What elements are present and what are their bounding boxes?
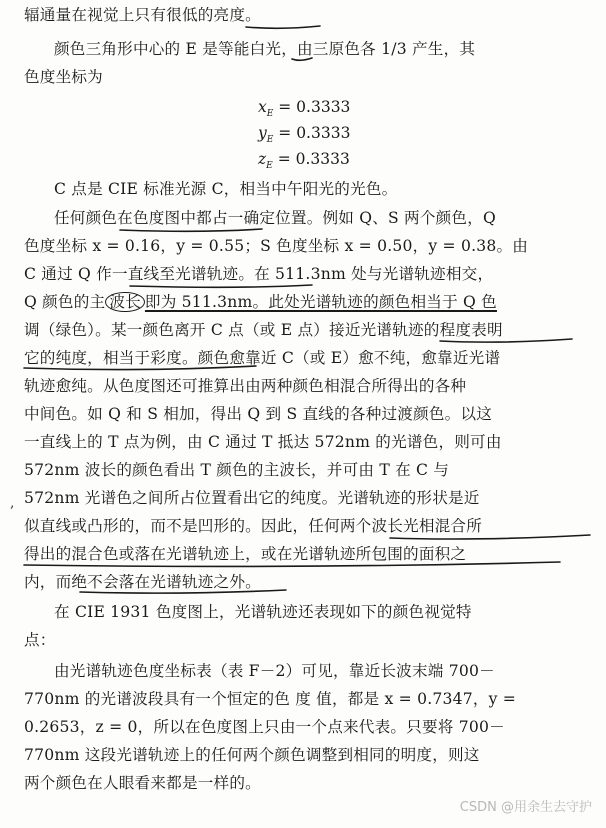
text-line: 调（绿色）。某一颜色离开 C 点（或 E 点）接近光谱轨迹的程度表明 (24, 321, 503, 339)
text-line: 572nm 波长的颜色看出 T 颜色的主波长，并可由 T 在 C 与 (24, 461, 450, 479)
text-line: C 通过 Q 作一直线至光谱轨迹。在 511.3nm 处与光谱轨迹相交， (24, 265, 494, 283)
text-line: 770nm 这段光谱轨迹上的任何两个颜色调整到相同的明度，则这 (24, 746, 480, 764)
text-line: 770nm 的光谱波段具有一个恒定的色 度 值，都是 x = 0.7347，y = (24, 690, 517, 708)
text-line: 两个颜色在人眼看来都是一样的。 (24, 774, 261, 792)
text-line: 似直线或凸形的，而不是凹形的。因此，任何两个波长光相混合所 (24, 517, 483, 535)
text-line: 颜色三角形中心的 E 是等能白光，由三原色各 1/3 产生，其 (54, 40, 476, 58)
text-line: 点： (24, 631, 56, 649)
underline-mark (120, 229, 262, 231)
circled-annotation: 波长 (105, 292, 145, 312)
equation-ye: $y_E = 0.3333$ (258, 124, 351, 146)
equation-xe: $x_E = 0.3333$ (258, 98, 351, 120)
underline-mark (246, 26, 320, 28)
underline-mark (130, 285, 312, 287)
underline-mark (24, 562, 560, 566)
margin-mark: , (10, 495, 15, 511)
text-line: 一直线上的 T 点为例，由 C 通过 T 抵达 572nm 的光谱色，则可由 (24, 433, 502, 451)
underline-mark (440, 339, 572, 342)
text-line: 色度坐标 x = 0.16，y = 0.55；S 色度坐标 x = 0.50，y = 0.38。由 (24, 237, 529, 255)
text-line: 它的纯度，相当于彩度。颜色愈靠近 C（或 E）愈不纯，愈靠近光谱 (24, 349, 501, 367)
text-line: 任何颜色在色度图中都占一确定位置。例如 Q、S 两个颜色，Q (54, 209, 497, 227)
text-line-wavelength: Q 颜色的主 波长 即为 511.3nm。此处光谱轨迹的颜色相当于 Q 色 (24, 293, 497, 311)
text-line: 由光谱轨迹色度坐标表（表 F－2）可见，靠近长波末端 700－ (54, 662, 495, 680)
underline-mark (390, 535, 590, 539)
underline-mark (80, 590, 286, 593)
text-line: C 点是 CIE 标准光源 C，相当中午阳光的光色。 (54, 180, 398, 198)
watermark: CSDN @用余生去守护 (459, 800, 592, 815)
equation-ze: $z_E = 0.3333$ (258, 150, 350, 172)
text-line: 辐通量在视觉上只有很低的亮度。 (24, 6, 261, 24)
text-line: 0.2653，z = 0，所以在色度图上只由一个点来代表。只要将 700－ (24, 718, 505, 736)
text-line: 色度坐标为 (24, 68, 103, 86)
text-line: 内，而绝不会落在光谱轨迹之外。 (24, 573, 261, 591)
text-line: 轨迹愈纯。从色度图还可推算出由两种颜色相混合所得出的各种 (24, 377, 467, 395)
underline-mark (292, 58, 312, 60)
text-line: 在 CIE 1931 色度图上，光谱轨迹还表现如下的颜色视觉特 (54, 603, 472, 621)
text-line: 572nm 光谱色之间所占位置看出它的纯度。光谱轨迹的形状是近 (24, 489, 480, 507)
text-line: 得出的混合色或落在光谱轨迹上，或在光谱轨迹所包围的面积之 (24, 545, 467, 563)
underline-mark (24, 366, 256, 370)
text-line: 中间色。如 Q 和 S 相加，得出 Q 到 S 直线的各种过渡颜色。以这 (24, 405, 493, 423)
